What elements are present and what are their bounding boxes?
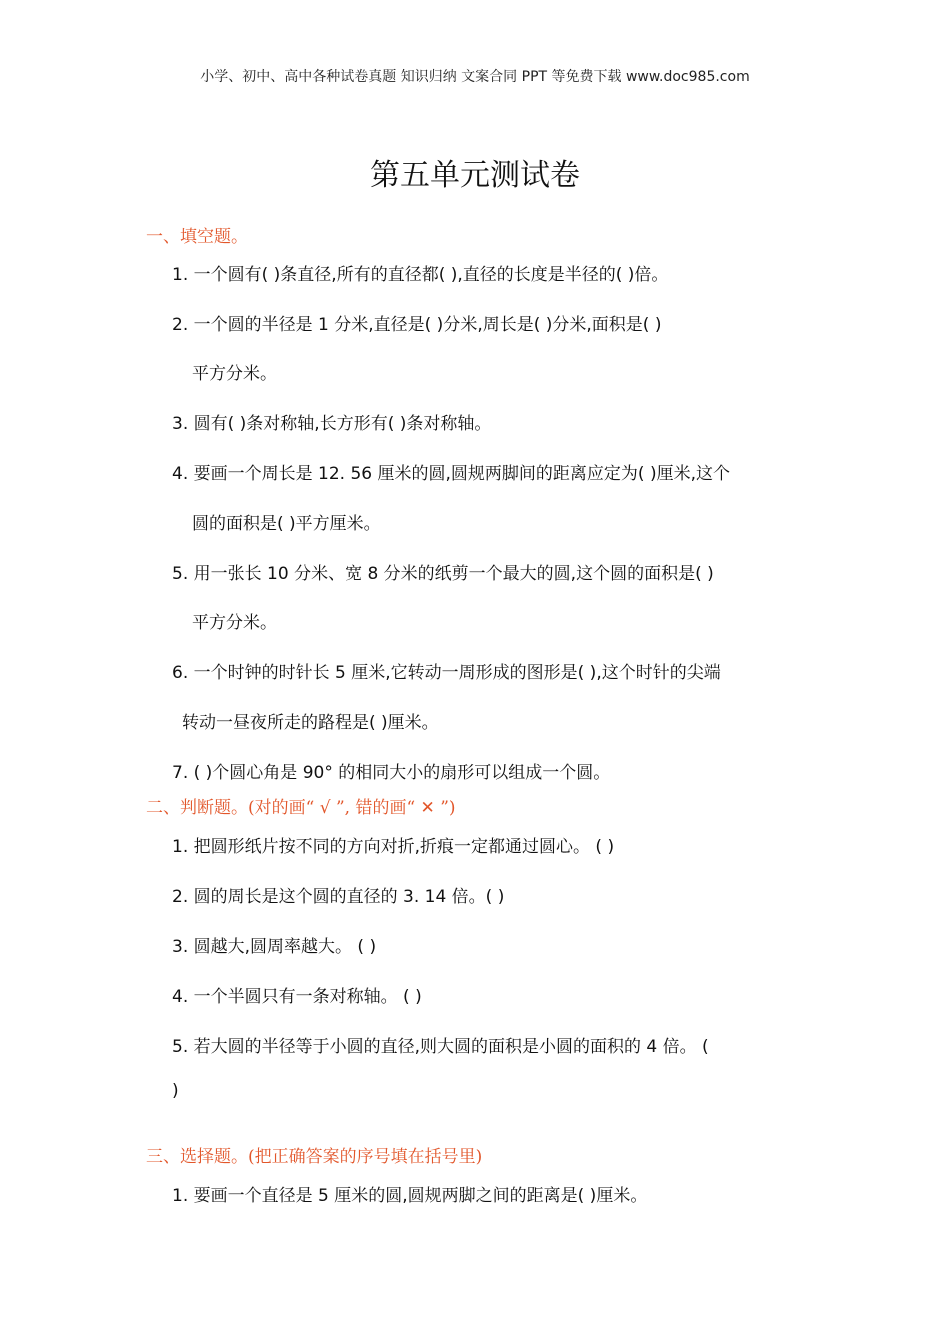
question-2-5-continued: )	[172, 1081, 179, 1101]
section-heading-fill-in: 一、填空题。	[146, 227, 248, 247]
question-1-5: 5. 用一张长 10 分米、宽 8 分米的纸剪一个最大的圆,这个圆的面积是( )	[172, 564, 714, 584]
question-2-4: 4. 一个半圆只有一条对称轴。 ( )	[172, 987, 422, 1007]
question-1-4: 4. 要画一个周长是 12. 56 厘米的圆,圆规两脚间的距离应定为( )厘米,这个	[172, 464, 730, 484]
question-3-1: 1. 要画一个直径是 5 厘米的圆,圆规两脚之间的距离是( )厘米。	[172, 1186, 648, 1206]
question-1-6: 6. 一个时钟的时针长 5 厘米,它转动一周形成的图形是( ),这个时针的尖端	[172, 663, 721, 683]
section-heading-true-false: 二、判断题。(对的画“ √ ”, 错的画“ ✕ ”)	[146, 798, 456, 818]
page-title: 第五单元测试卷	[370, 158, 580, 193]
question-1-4-continued: 圆的面积是( )平方厘米。	[192, 514, 381, 534]
question-1-1: 1. 一个圆有( )条直径,所有的直径都( ),直径的长度是半径的( )倍。	[172, 265, 669, 285]
page-header-banner: 小学、初中、高中各种试卷真题 知识归纳 文案合同 PPT 等免费下载 www.doc985.com	[200, 69, 750, 85]
section-heading-multiple-choice: 三、选择题。(把正确答案的序号填在括号里)	[146, 1147, 483, 1167]
question-2-2: 2. 圆的周长是这个圆的直径的 3. 14 倍。( )	[172, 887, 505, 907]
question-1-2-continued: 平方分米。	[192, 364, 277, 384]
question-1-5-continued: 平方分米。	[192, 613, 277, 633]
question-1-6-continued: 转动一昼夜所走的路程是( )厘米。	[182, 713, 439, 733]
question-2-3: 3. 圆越大,圆周率越大。 ( )	[172, 937, 377, 957]
question-1-7: 7. ( )个圆心角是 90° 的相同大小的扇形可以组成一个圆。	[172, 763, 611, 783]
question-2-1: 1. 把圆形纸片按不同的方向对折,折痕一定都通过圆心。 ( )	[172, 837, 615, 857]
question-1-2: 2. 一个圆的半径是 1 分米,直径是( )分米,周长是( )分米,面积是( )	[172, 315, 662, 335]
question-2-5: 5. 若大圆的半径等于小圆的直径,则大圆的面积是小圆的面积的 4 倍。 (	[172, 1037, 709, 1057]
question-1-3: 3. 圆有( )条对称轴,长方形有( )条对称轴。	[172, 414, 492, 434]
